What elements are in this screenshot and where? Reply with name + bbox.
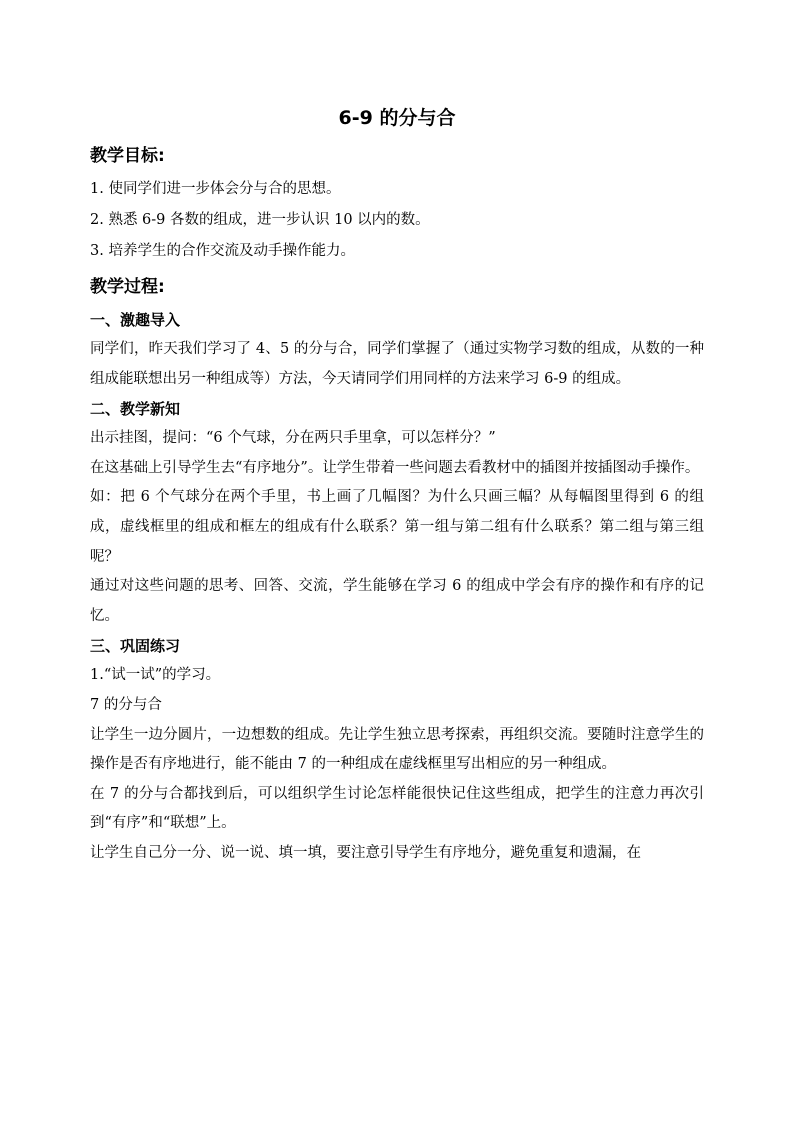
paragraph: 在 7 的分与合都找到后，可以组织学生讨论怎样能很快记住这些组成，把学生的注意力再次引到“有序”和“联想”上。 (90, 785, 704, 832)
paragraph: 1.“试一试”的学习。 (90, 667, 221, 684)
section-heading-new-knowledge: 二、教学新知 (90, 400, 181, 419)
goal-item: 1. 使同学们进一步体会分与合的思想。 (90, 181, 341, 197)
paragraph: 出示挂图，提问：“6 个气球，分在两只手里拿，可以怎样分？” (90, 430, 496, 447)
paragraph: 在这基础上引导学生去“有序地分”。让学生带着一些问题去看教材中的插图并按插图动手操作。 (90, 459, 700, 476)
paragraph: 让学生一边分圆片，一边想数的组成。先让学生独立思考探索，再组织交流。要随时注意学生的操作是否有序地进行，能不能由 7 的一种组成在虚线框里写出相应的另一种组成。 (90, 726, 704, 773)
paragraph: 如：把 6 个气球分在两个手里，书上画了几幅图？为什么只画三幅？从每幅图里得到 6 的组成，虚线框里的组成和框左的组成有什么联系？第一组与第二组有什么联系？第二组与第三组呢？ (90, 489, 704, 565)
goal-item: 3. 培养学生的合作交流及动手操作能力。 (90, 243, 355, 259)
document-body (90, 100, 704, 869)
goals-heading: 教学目标: (90, 146, 165, 166)
page-title: 6-9 的分与合 (338, 107, 456, 129)
paragraph: 7 的分与合 (90, 696, 162, 713)
paragraph: 通过对这些问题的思考、回答、交流，学生能够在学习 6 的组成中学会有序的操作和有序的记忆。 (90, 578, 704, 624)
goal-item: 2. 熟悉 6-9 各数的组成，进一步认识 10 以内的数。 (90, 212, 430, 228)
section-heading-practice: 三、巩固练习 (90, 637, 181, 656)
process-heading: 教学过程: (90, 277, 165, 297)
section-heading-intro: 一、激趣导入 (90, 311, 181, 329)
paragraph: 同学们，昨天我们学习了 4、5 的分与合，同学们掌握了（通过实物学习数的组成，从数的一种组成能联想出另一种组成等）方法，今天请同学们用同样的方法来学习 6-9 的组成。 (90, 341, 704, 387)
paragraph: 让学生自己分一分、说一说、填一填，要注意引导学生有序地分，避免重复和遗漏，在 (90, 844, 641, 861)
